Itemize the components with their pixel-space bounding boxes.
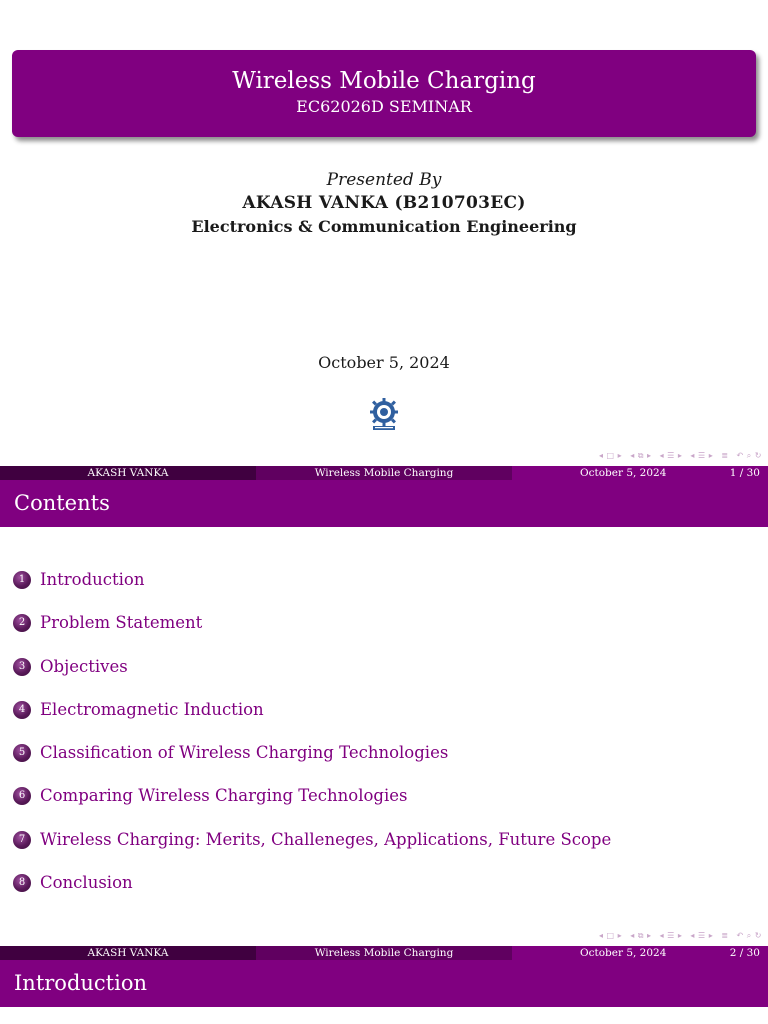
section-number-ball: 4 <box>13 701 31 719</box>
navigation-symbols[interactable] <box>594 451 762 463</box>
footer-title: Wireless Mobile Charging <box>256 946 512 960</box>
frame-title-bar <box>0 480 768 527</box>
next-section-icon[interactable]: ◂ ☰ ▸ <box>690 451 714 460</box>
toc-icon[interactable]: ≣ <box>721 931 729 940</box>
prev-section-icon[interactable]: ◂ ☰ ▸ <box>659 931 683 940</box>
footer-date-page <box>512 466 768 480</box>
prev-frame-icon[interactable]: ◂ □ ▸ <box>598 451 623 460</box>
footer-author: AKASH VANKA <box>0 466 256 480</box>
frame-title: Introduction <box>14 971 147 995</box>
presentation-date: October 5, 2024 <box>318 353 450 372</box>
toc-link[interactable]: Wireless Charging: Merits, Challeneges, Applications, Future Scope <box>40 829 612 849</box>
prev-section-icon[interactable]: ◂ ☰ ▸ <box>659 451 683 460</box>
section-number-ball: 7 <box>13 831 31 849</box>
toc-item[interactable] <box>13 784 753 827</box>
toc-link[interactable]: Electromagnetic Induction <box>40 699 264 719</box>
toc-item[interactable] <box>13 741 753 784</box>
toc-link[interactable]: Classification of Wireless Charging Technologies <box>40 743 449 763</box>
section-number-ball: 2 <box>13 614 31 632</box>
toc-item[interactable] <box>13 828 753 871</box>
title-banner <box>12 50 756 137</box>
title-slide <box>0 0 768 480</box>
footline <box>0 466 768 480</box>
prev-frame-icon[interactable]: ◂ □ ▸ <box>598 931 623 940</box>
toc-item[interactable] <box>13 698 753 741</box>
footer-date: October 5, 2024 <box>580 947 667 959</box>
section-number-ball: 8 <box>13 874 31 892</box>
toc-link[interactable]: Problem Statement <box>40 613 203 633</box>
presentation-subtitle: EC62026D SEMINAR <box>296 97 472 116</box>
section-number-ball: 6 <box>13 787 31 805</box>
section-number-ball: 1 <box>13 571 31 589</box>
toc-icon[interactable]: ≣ <box>721 451 729 460</box>
prev-subsection-icon[interactable]: ◂ ⧉ ▸ <box>630 931 652 940</box>
footer-title: Wireless Mobile Charging <box>256 466 512 480</box>
footer-page-number: 1 / 30 <box>729 467 760 479</box>
navigation-symbols[interactable] <box>594 931 762 943</box>
institute-emblem-icon <box>369 397 399 431</box>
toc-item[interactable] <box>13 611 753 654</box>
author-block <box>0 168 768 239</box>
footer-date: October 5, 2024 <box>580 467 667 479</box>
toc-item[interactable] <box>13 655 753 698</box>
presentation-title: Wireless Mobile Charging <box>232 68 536 94</box>
footer-page-number: 2 / 30 <box>729 947 760 959</box>
next-section-icon[interactable]: ◂ ☰ ▸ <box>690 931 714 940</box>
toc-link[interactable]: Introduction <box>40 570 145 589</box>
presented-by-label: Presented By <box>326 170 442 190</box>
frame-title-bar <box>0 960 768 1007</box>
footline <box>0 946 768 960</box>
section-number-ball: 5 <box>13 744 31 762</box>
search-icon[interactable]: ↶ ⌕ ↻ <box>736 931 762 940</box>
table-of-contents <box>13 568 753 914</box>
footer-author: AKASH VANKA <box>0 946 256 960</box>
search-icon[interactable]: ↶ ⌕ ↻ <box>736 451 762 460</box>
toc-item[interactable] <box>13 568 753 611</box>
prev-subsection-icon[interactable]: ◂ ⧉ ▸ <box>630 451 652 460</box>
toc-link[interactable]: Conclusion <box>40 873 133 893</box>
footer-date-page <box>512 946 768 960</box>
frame-title: Contents <box>14 491 110 515</box>
toc-link[interactable]: Comparing Wireless Charging Technologies <box>40 786 408 806</box>
toc-item[interactable] <box>13 871 753 914</box>
toc-link[interactable]: Objectives <box>40 656 128 676</box>
section-number-ball: 3 <box>13 658 31 676</box>
author-name: AKASH VANKA (B210703EC) <box>242 193 526 213</box>
department-name: Electronics & Communication Engineering <box>191 217 577 236</box>
